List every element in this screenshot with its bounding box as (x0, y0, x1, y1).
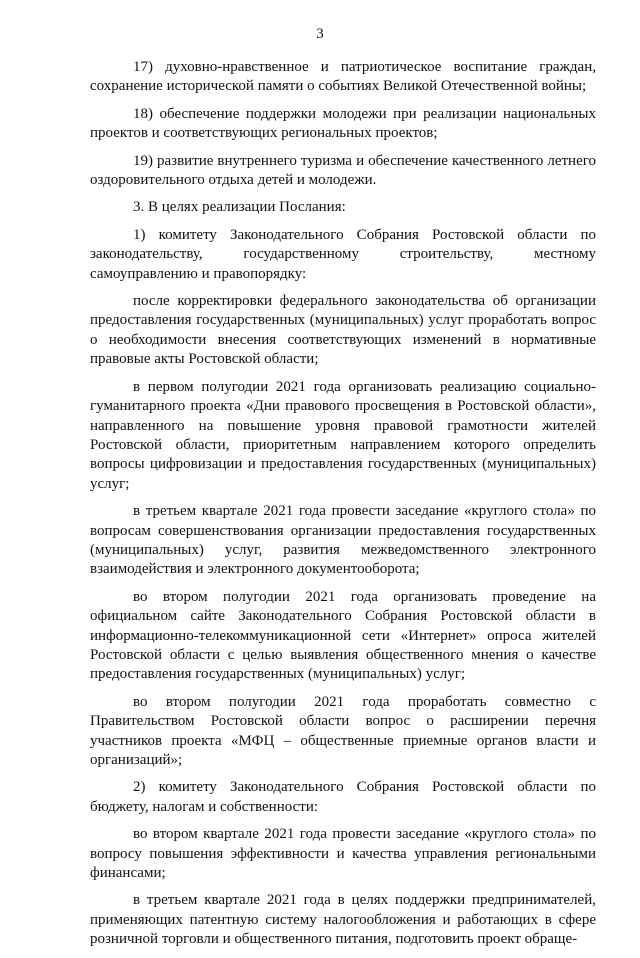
document-body (90, 58, 596, 958)
paragraph: 1) комитету Законодательного Собрания Ростовской области по законодательству, государственному строительству, местному самоуправлению и правопорядку: (90, 226, 596, 282)
paragraph: в третьем квартале 2021 года провести заседание «круглого стола» по вопросам совершенствования организации предоставления государственных (муниципальных) услуг, развития межведомственного электронного взаимодействия и электронного документооборота; (90, 503, 596, 578)
paragraph: 2) комитету Законодательного Собрания Ростовской области по бюджету, налогам и собственности: (90, 779, 596, 815)
paragraph: в третьем квартале 2021 года в целях поддержки предпринимателей, применяющих патентную систему налогообложения и работающих в сфере розничной торговли и общественного питания, подготовить проект обраще- (90, 892, 596, 948)
paragraph: во втором полугодии 2021 года проработать совместно с Правительством Ростовской области вопрос о расширении перечня участников проекта «МФЦ – общественные приемные органов власти и организаций»; (90, 693, 596, 768)
paragraph: 17) духовно-нравственное и патриотическое воспитание граждан, сохранение исторической памяти о событиях Великой Отечественной войны; (90, 59, 596, 95)
paragraph: после корректировки федерального законодательства об организации предоставления государственных (муниципальных) услуг проработать вопрос о необходимости внесения соответствующих изменений в нормативные правовые акты Ростовской области; (90, 293, 596, 368)
paragraph: 3. В целях реализации Послания: (133, 199, 346, 216)
paragraph: 19) развитие внутреннего туризма и обеспечение качественного летнего оздоровительного отдыха детей и молодежи. (90, 152, 596, 189)
paragraph: во втором квартале 2021 года провести заседание «круглого стола» по вопросу повышения эффективности и качества управления региональными финансами; (90, 826, 596, 882)
page-number: 3 (316, 26, 324, 42)
paragraph: в первом полугодии 2021 года организовать реализацию социально-гуманитарного проекта «Дни правового просвещения в Ростовской области», направленного на повышение уровня правовой грамотности жителей Ростовской области, приоритетным направлением которого определить вопросы цифровизации и предоставления государственных (муниципальных) услуг; (90, 378, 596, 492)
paragraph: 18) обеспечение поддержки молодежи при реализации национальных проектов и соответствующих региональных проектов; (90, 105, 596, 142)
paragraph: во втором полугодии 2021 года организовать проведение на официальном сайте Законодательного Собрания Ростовской области в информационно-телекоммуникационной сети «Интернет» опроса жителей Ростовской области с целью выявления общественного мнения о качестве предоставления государственных (муниципальных) услуг; (90, 588, 596, 683)
